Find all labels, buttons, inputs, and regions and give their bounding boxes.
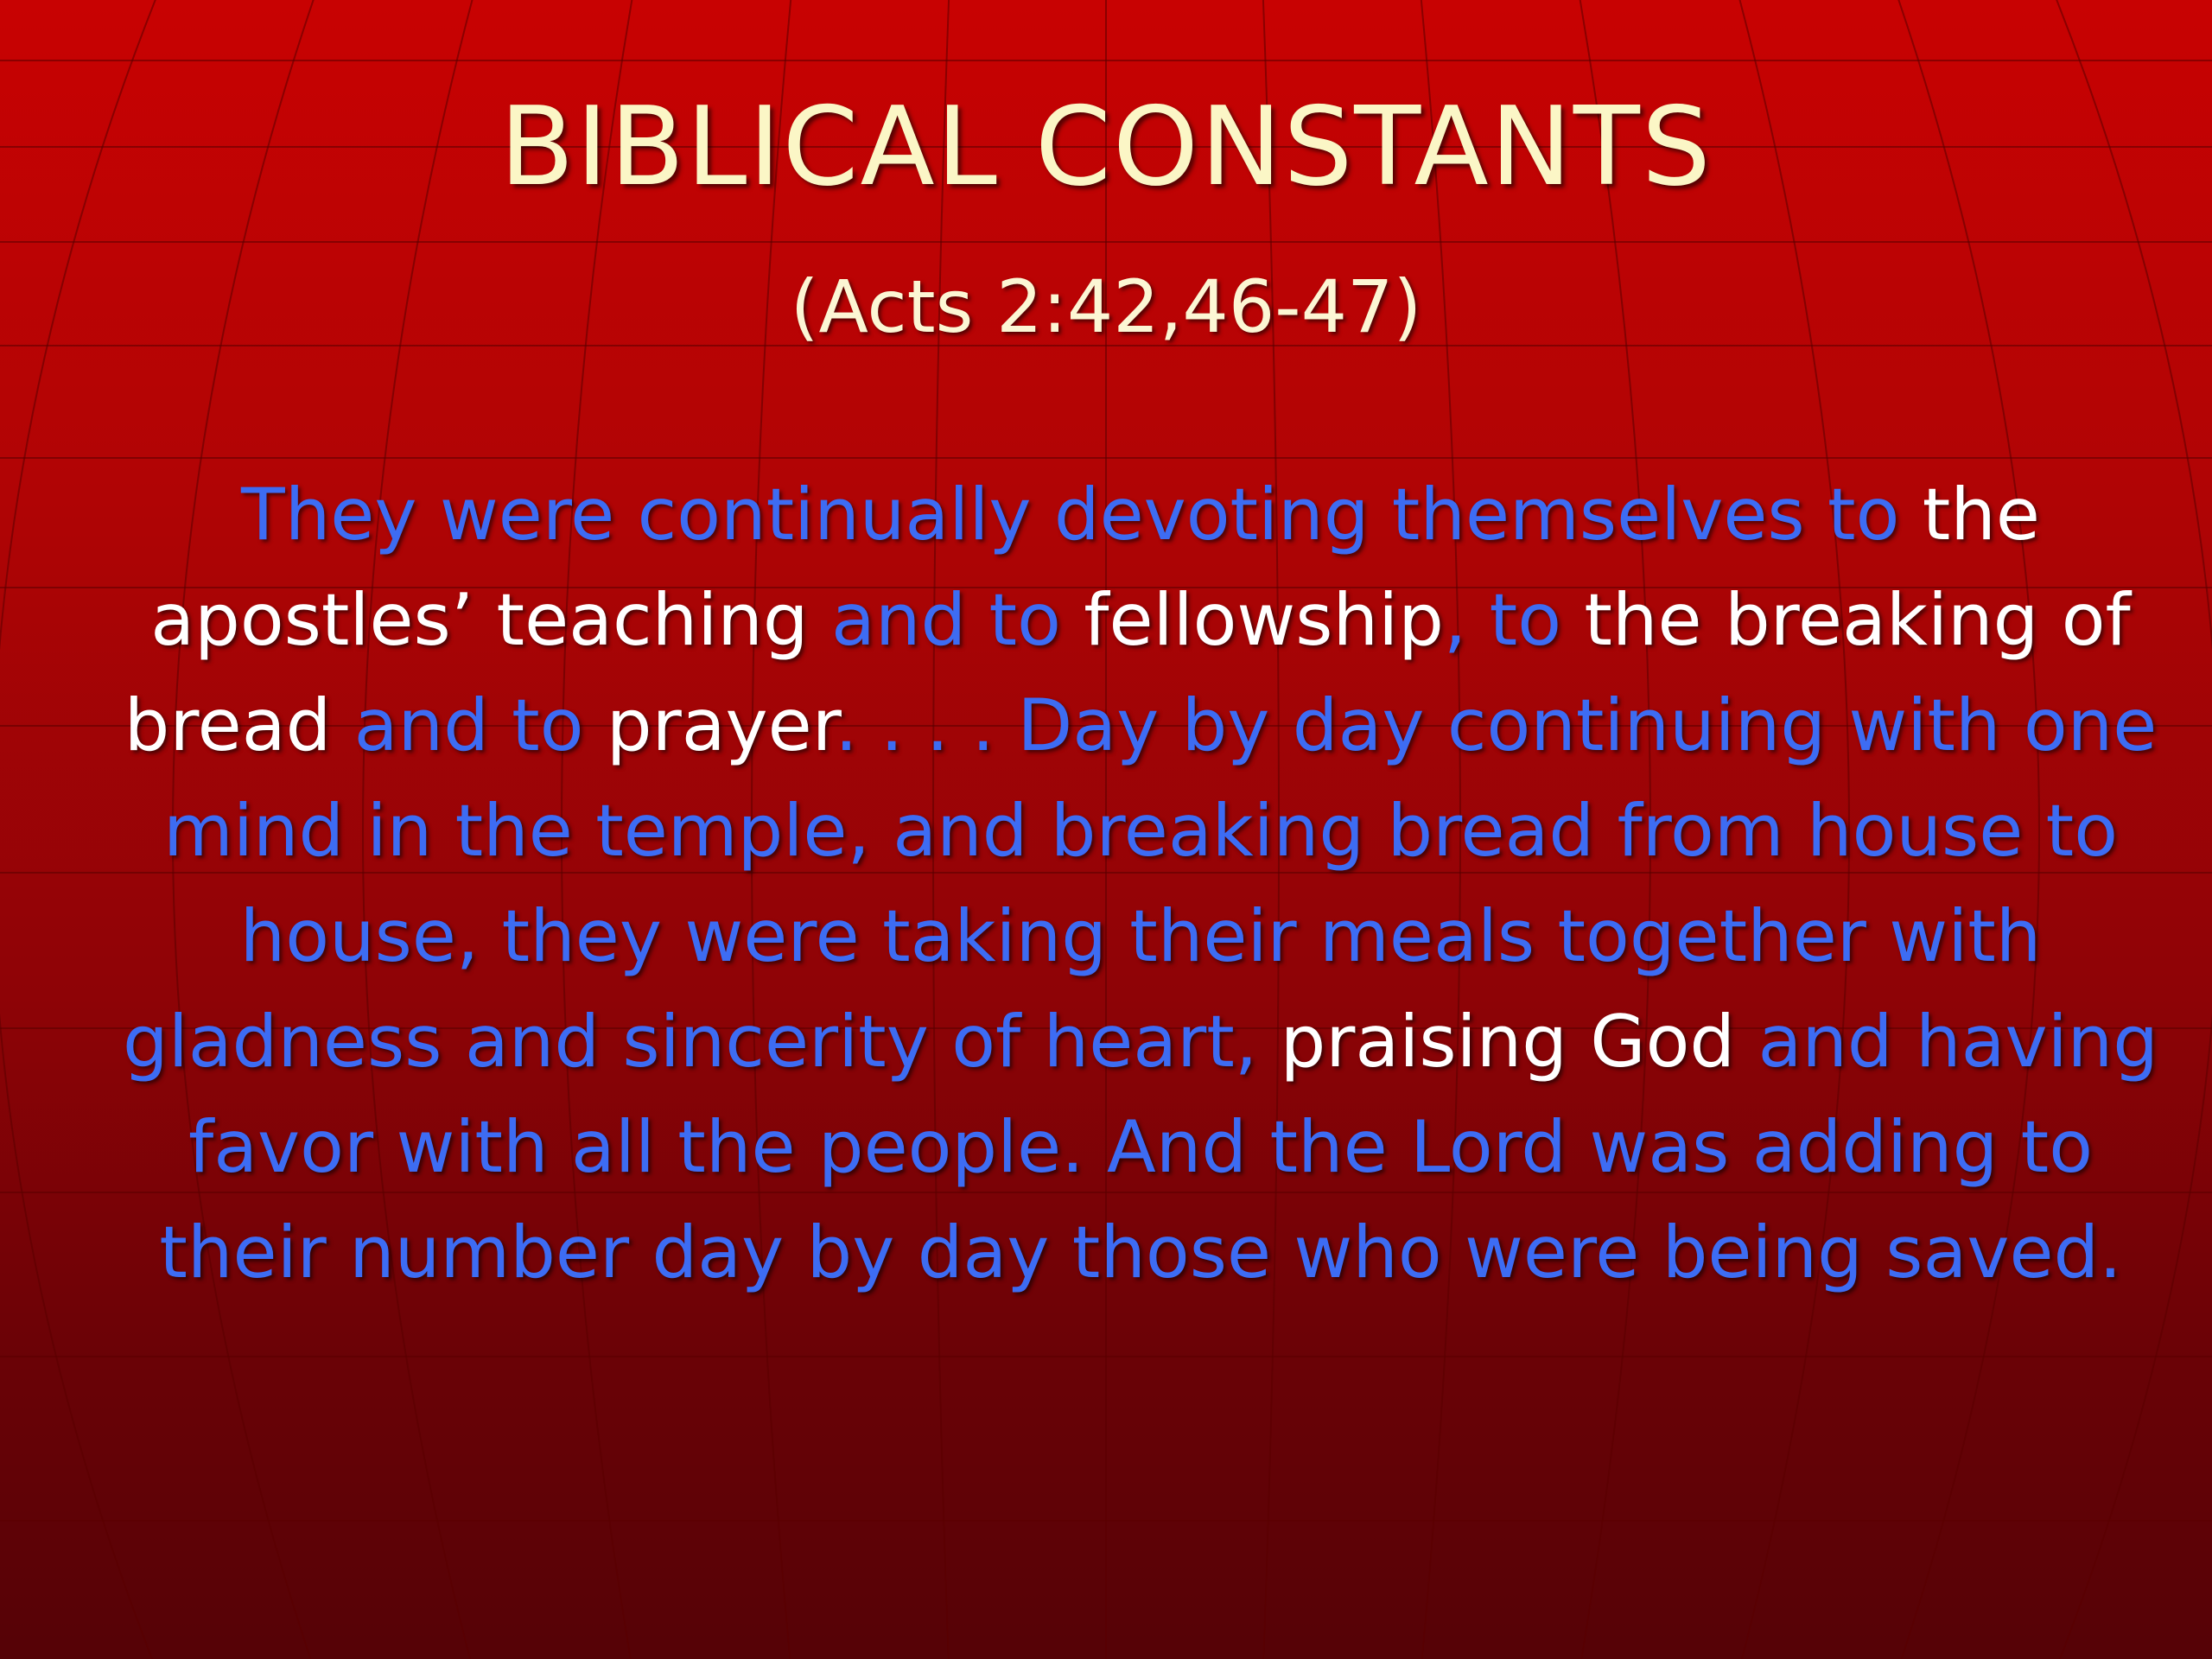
quote-segment: and to [830,578,1084,662]
quote-segment-highlight: fellowship [1084,578,1444,662]
scripture-quote [104,462,2177,1306]
scripture-reference: (Acts 2:42,46-47) [790,264,1422,349]
quote-segment-highlight: the apostles’ teaching [150,473,2040,662]
quote-segment: They were continually devoting themselves to [241,473,1923,556]
quote-segment-highlight: the breaking of bread [124,578,2131,767]
quote-segment: . . . . Day by day continuing with one mind in the temple, and breaking bread from house to house, they were taking their meals together with gladness and sincerity of heart, [123,683,2158,1084]
quote-segment: and having favor with all the people. And the Lord was adding to their number day by day those who were being saved. [159,1000,2158,1294]
quote-segment-highlight: praising God [1280,1000,1758,1084]
quote-segment: , to [1443,578,1585,662]
quote-segment: and to [353,683,607,767]
slide-title: BIBLICAL CONSTANTS [499,83,1713,210]
quote-segment-highlight: prayer [606,683,836,767]
